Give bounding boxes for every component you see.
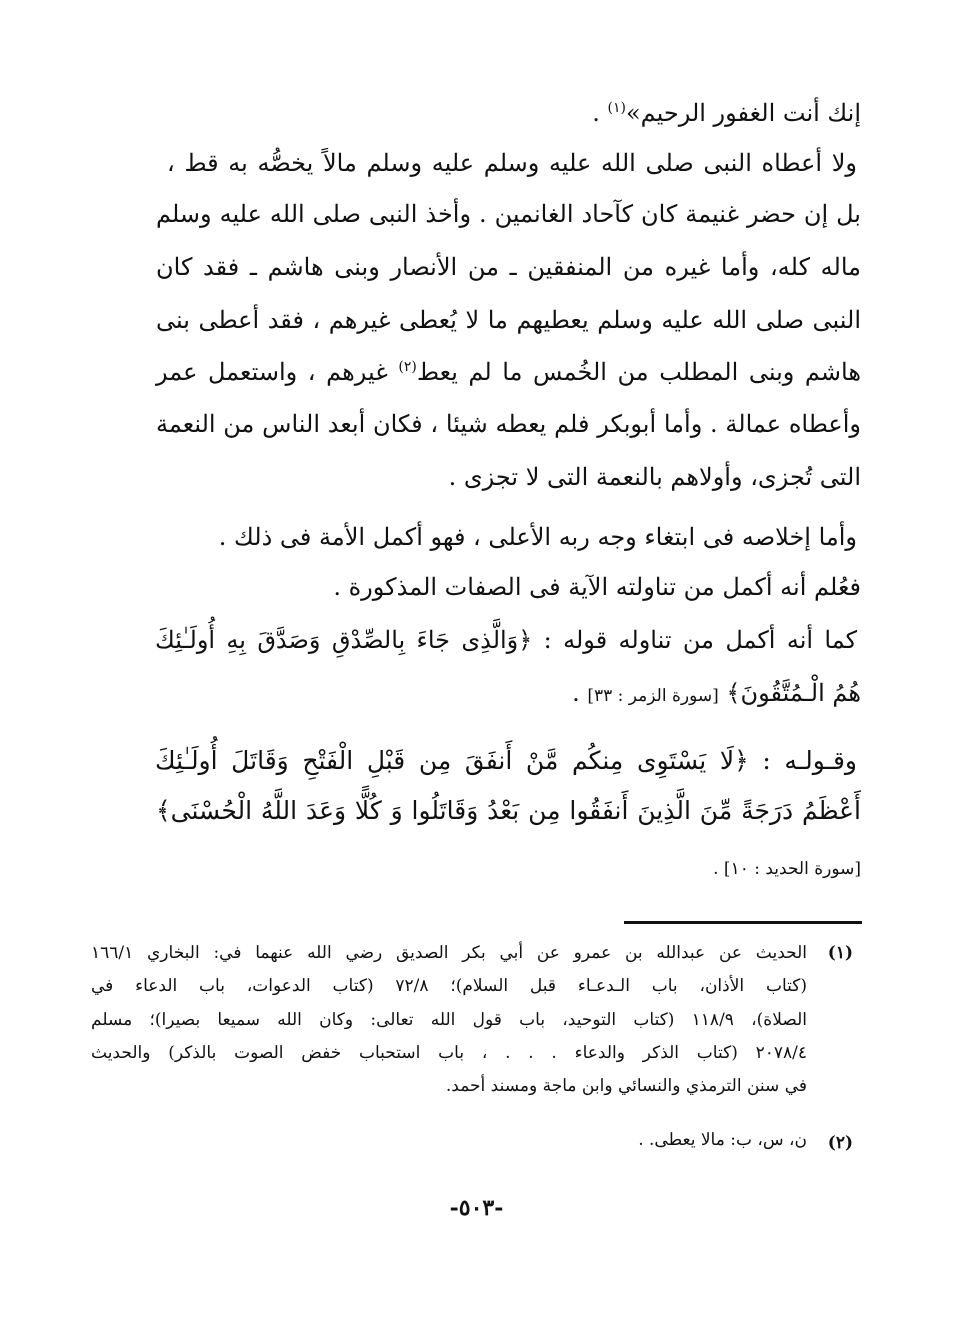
- paragraph-3-line-1: وأما إخلاصه فى ابتغاء وجه ربه الأعلى ، فهو أكمل الأمة فى ذلك .: [218, 523, 857, 551]
- footnote-separator: [624, 921, 862, 924]
- footnote-2-number: (٢): [827, 1133, 853, 1153]
- footnote-1-number: (١): [827, 943, 853, 963]
- footnote-marker-1[interactable]: (١): [607, 100, 626, 116]
- paragraph-1-line-1: [156, 98, 861, 128]
- text-segment: إنك أنت الغفور الرحيم»: [625, 99, 861, 127]
- text-segment: غيرهم ، واستعمل عمر: [156, 358, 399, 386]
- paragraph-2-line-7: التى تُجزى، وأولاهم بالنعمة التى لا تجزى .: [448, 463, 861, 491]
- paragraph-5-reference: [713, 856, 861, 882]
- text-segment: .: [592, 99, 608, 127]
- text-segment: هاشم وبنى المطلب من الخُمس ما لم يعط: [416, 358, 861, 386]
- paragraph-2-line-3: ماله كله، وأما غيره من المنفقين ـ من الأنصار وبنى هاشم ـ فقد كان: [156, 253, 861, 281]
- paragraph-4-line-2: [156, 678, 861, 711]
- footnote-1-line-5: في سنن الترمذي والنسائي وابن ماجة ومسند أحمد.: [445, 1076, 807, 1096]
- paragraph-4-line-1: كما أنه أكمل من تناوله قوله : ﴿وَالَّذِى جَاءَ بِالصِّدْقِ وَصَدَّقَ بِهِ أُولَـٰئِكَ: [155, 626, 857, 654]
- page-number: -٥٠٣-: [449, 1195, 504, 1221]
- paragraph-2-line-2: بل إن حضر غنيمة كان كآحاد الغانمين . وأخذ النبى صلى الله عليه وسلم: [156, 200, 861, 228]
- paragraph-2-line-5: [156, 357, 861, 387]
- footnote-1-line-1: الحديث عن عبدالله بن عمرو عن أبي بكر الصديق رضي الله عنهما في: البخاري ١٦٦/١: [91, 943, 807, 963]
- surah-reference: [سورة الحديد : ١٠]: [723, 859, 861, 879]
- paragraph-3-line-2: فعُلم أنه أكمل من تناولته الآية فى الصفات المذكورة .: [333, 573, 861, 601]
- footnote-1-line-2: (كتاب الأذان، باب الـدعـاء قبل السلام)؛ ٧٢/٨ (كتاب الدعوات، باب الدعاء في: [91, 976, 807, 996]
- paragraph-2-line-6: وأعطاه عمالة . وأما أبوبكر فلم يعطه شيئا ، فكان أبعد الناس من النعمة: [156, 410, 861, 438]
- text-segment: .: [572, 679, 588, 707]
- paragraph-5-line-2: أَعْظَمُ دَرَجَةً مِّنَ الَّذِينَ أَنفَقُوا مِن بَعْدُ وَقَاتَلُوا وَ كُلًّا وَعَدَ اللَّهُ الْحُسْنَى﴾: [156, 796, 861, 825]
- paragraph-2-line-1: ولا أعطاه النبى صلى الله عليه وسلم عليه وسلم مالاً يخصُّه به قط ،: [167, 149, 858, 177]
- footnote-1-line-3: الصلاة)، ١١٨/٩ (كتاب التوحيد، باب قول الله تعالى: وكان الله سميعا بصيرا)؛ مسلم: [91, 1010, 807, 1030]
- footnote-marker-2[interactable]: (٢): [398, 359, 417, 375]
- quran-verse: هُمُ الْـمُتَّقُونَ﴾: [718, 679, 861, 707]
- surah-reference: [سورة الزمر : ٣٣]: [587, 686, 719, 706]
- footnote-2-line-1: ن، س، ب: مالا يعطى. .: [638, 1130, 807, 1150]
- paragraph-2-line-4: النبى صلى الله عليه وسلم يعطيهم ما لا يُعطى غيرهم ، فقد أعطى بنى: [156, 306, 861, 334]
- footnote-1-line-4: ٢٠٧٨/٤ (كتاب الذكر والدعاء . . . ، باب استحباب خفض الصوت بالذكر) والحديث: [91, 1043, 807, 1063]
- text-segment: .: [713, 859, 724, 879]
- paragraph-5-line-1: وقـولـه : ﴿لَا يَسْتَوِى مِنكُم مَّنْ أَنفَقَ مِن قَبْلِ الْفَتْحِ وَقَاتَلَ أُولَـٰئِكَ: [155, 746, 857, 775]
